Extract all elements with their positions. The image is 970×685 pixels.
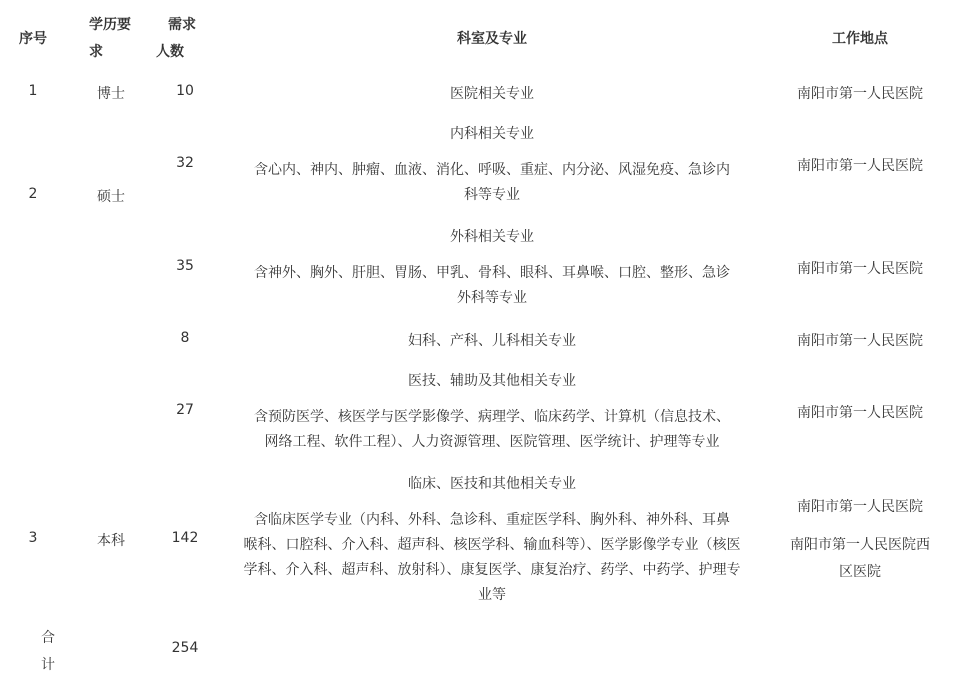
row2d-dept-title: 医技、辅助及其他相关专业 <box>408 373 576 389</box>
header-count-line2: 人数 <box>156 44 184 60</box>
header-dept: 科室及专业 <box>457 31 527 47</box>
row2c-location: 南阳市第一人民医院 <box>797 333 923 349</box>
header-location: 工作地点 <box>832 31 888 47</box>
row1-seq: 1 <box>28 83 38 99</box>
row2a-dept-line2: 科等专业 <box>464 187 520 203</box>
row2a-dept-title: 内科相关专业 <box>450 126 534 142</box>
row1-degree: 博士 <box>97 86 125 102</box>
row3-location: 南阳市第一人民医院 <box>797 499 923 515</box>
row2b-dept-line2: 外科等专业 <box>457 290 527 306</box>
row3-dept-line4: 业等 <box>478 587 506 603</box>
row2-degree: 硕士 <box>97 189 125 205</box>
row1-count: 10 <box>176 83 194 99</box>
row3-dept-line2: 喉科、口腔科、介入科、超声科、核医学科、输血科等）、医学影像学专业（核医 <box>243 537 741 553</box>
row3-count: 142 <box>171 530 199 546</box>
row3-location2-line2: 区医院 <box>839 564 881 580</box>
header-count-line1: 需求 <box>168 17 196 33</box>
row2-seq: 2 <box>28 186 38 202</box>
row2a-count: 32 <box>176 155 194 171</box>
row1-location: 南阳市第一人民医院 <box>797 86 923 102</box>
header-seq: 序号 <box>19 31 47 47</box>
row2d-count: 27 <box>176 402 194 418</box>
row2a-dept-line1: 含心内、神内、肿瘤、血液、消化、呼吸、重症、内分泌、风湿免疫、急诊内 <box>254 162 730 178</box>
row3-dept-line3: 学科、介入科、超声科、放射科）、康复医学、康复治疗、药学、中药学、护理专 <box>243 562 741 578</box>
row3-dept-line1: 含临床医学专业（内科、外科、急诊科、重症医学科、胸外科、神外科、耳鼻 <box>254 512 730 528</box>
row3-seq: 3 <box>28 530 38 546</box>
row2d-dept-line1: 含预防医学、核医学与医学影像学、病理学、临床药学、计算机（信息技术、 <box>254 409 730 425</box>
row2c-count: 8 <box>180 330 190 346</box>
row2d-location: 南阳市第一人民医院 <box>797 405 923 421</box>
row2b-dept-line1: 含神外、胸外、肝胆、胃肠、甲乳、骨科、眼科、耳鼻喉、口腔、整形、急诊 <box>254 265 730 281</box>
row2c-dept-title: 妇科、产科、儿科相关专业 <box>408 333 576 349</box>
row2a-location: 南阳市第一人民医院 <box>797 158 923 174</box>
row2d-dept-line2: 网络工程、软件工程）、人力资源管理、医院管理、医学统计、护理等专业 <box>264 434 720 450</box>
row3-location2-line1: 南阳市第一人民医院西 <box>790 537 930 553</box>
total-count: 254 <box>171 640 199 656</box>
row1-dept-title: 医院相关专业 <box>450 86 534 102</box>
row3-dept-title: 临床、医技和其他相关专业 <box>408 476 576 492</box>
header-degree-line2: 求 <box>89 44 103 60</box>
header-degree-line1: 学历要 <box>89 17 131 33</box>
row2b-count: 35 <box>176 258 194 274</box>
total-label-line1: 合 <box>41 630 55 646</box>
total-label-line2: 计 <box>41 657 55 673</box>
row3-degree: 本科 <box>97 533 125 549</box>
row2b-location: 南阳市第一人民医院 <box>797 261 923 277</box>
row2b-dept-title: 外科相关专业 <box>450 229 534 245</box>
